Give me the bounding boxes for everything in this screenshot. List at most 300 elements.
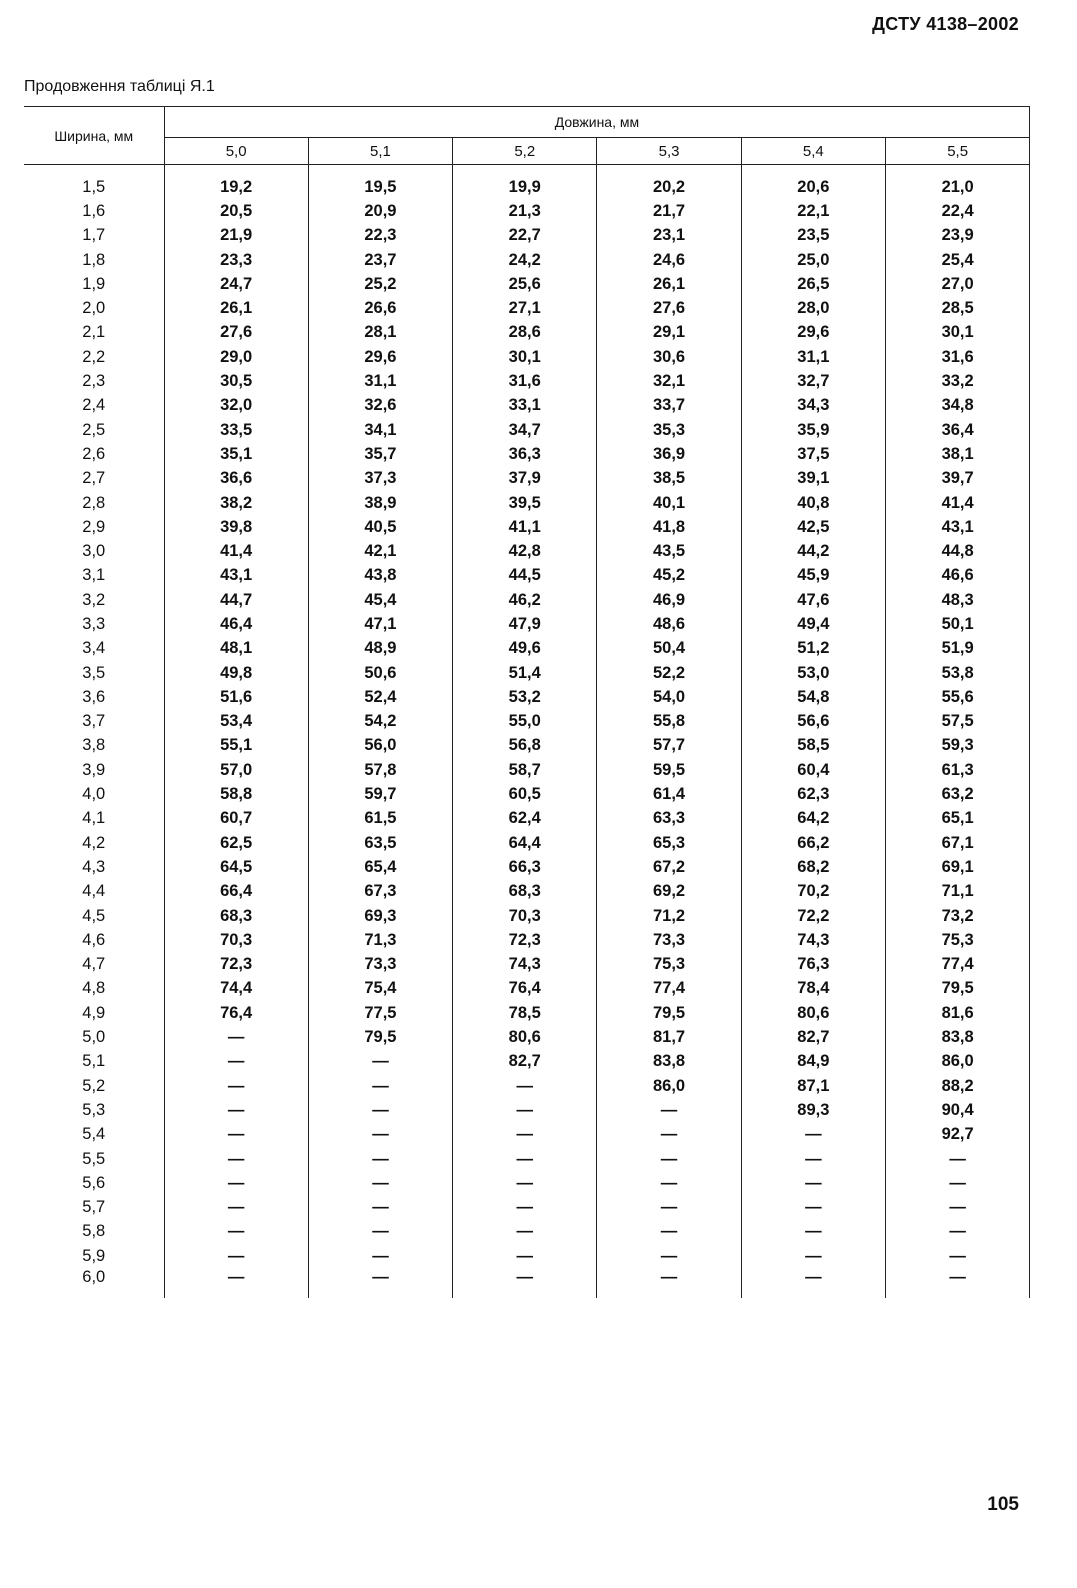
table-cell: — bbox=[741, 1171, 885, 1195]
table-cell: — bbox=[741, 1268, 885, 1298]
table-cell: 44,8 bbox=[885, 539, 1029, 563]
table-cell: 54,8 bbox=[741, 685, 885, 709]
table-row bbox=[24, 1074, 1030, 1098]
table-cell: 62,3 bbox=[741, 782, 885, 806]
table-cell: 60,7 bbox=[164, 807, 308, 831]
table-row bbox=[24, 369, 1030, 393]
table-cell: 53,4 bbox=[164, 710, 308, 734]
table-row bbox=[24, 661, 1030, 685]
table-cell: 36,4 bbox=[885, 418, 1029, 442]
table-cell: 73,3 bbox=[308, 953, 452, 977]
table-cell: 51,4 bbox=[453, 661, 597, 685]
table-cell: 80,6 bbox=[453, 1025, 597, 1049]
table-cell: — bbox=[453, 1195, 597, 1219]
table-cell: 28,6 bbox=[453, 321, 597, 345]
table-cell: 21,3 bbox=[453, 199, 597, 223]
table-cell: 29,6 bbox=[308, 345, 452, 369]
table-cell: 38,5 bbox=[597, 467, 741, 491]
table-caption: Продовження таблиці Я.1 bbox=[24, 78, 215, 95]
table-cell: 56,6 bbox=[741, 710, 885, 734]
table-cell: 57,8 bbox=[308, 758, 452, 782]
table-row bbox=[24, 515, 1030, 539]
table-cell: 38,9 bbox=[308, 491, 452, 515]
table-cell: 75,4 bbox=[308, 977, 452, 1001]
table-cell: 39,5 bbox=[453, 491, 597, 515]
table-cell: 55,0 bbox=[453, 710, 597, 734]
width-value: 2,8 bbox=[24, 491, 164, 515]
table-cell: 33,1 bbox=[453, 394, 597, 418]
table-cell: 41,8 bbox=[597, 515, 741, 539]
table-cell: 73,2 bbox=[885, 904, 1029, 928]
table-row bbox=[24, 1123, 1030, 1147]
width-value: 3,9 bbox=[24, 758, 164, 782]
table-cell: 74,4 bbox=[164, 977, 308, 1001]
table-cell: 52,4 bbox=[308, 685, 452, 709]
table-cell: 54,0 bbox=[597, 685, 741, 709]
table-cell: — bbox=[597, 1123, 741, 1147]
table-cell: — bbox=[164, 1195, 308, 1219]
table-cell: 34,1 bbox=[308, 418, 452, 442]
table-cell: 68,3 bbox=[164, 904, 308, 928]
table-cell: 44,2 bbox=[741, 539, 885, 563]
length-column-header: 5,0 bbox=[164, 138, 308, 165]
table-cell: 42,5 bbox=[741, 515, 885, 539]
table-cell: 25,0 bbox=[741, 248, 885, 272]
table-row bbox=[24, 165, 1030, 200]
table-cell: 42,8 bbox=[453, 539, 597, 563]
table-cell: 39,7 bbox=[885, 467, 1029, 491]
table-cell: 72,3 bbox=[453, 928, 597, 952]
length-column-header: 5,5 bbox=[885, 138, 1029, 165]
table-cell: 36,6 bbox=[164, 467, 308, 491]
table-cell: — bbox=[885, 1147, 1029, 1171]
table-cell: 22,4 bbox=[885, 199, 1029, 223]
table-row bbox=[24, 928, 1030, 952]
width-value: 3,3 bbox=[24, 612, 164, 636]
table-row bbox=[24, 612, 1030, 636]
table-cell: 26,6 bbox=[308, 296, 452, 320]
table-cell: 71,2 bbox=[597, 904, 741, 928]
table-cell: 79,5 bbox=[885, 977, 1029, 1001]
table-cell: 49,6 bbox=[453, 637, 597, 661]
width-value: 1,9 bbox=[24, 272, 164, 296]
table-row bbox=[24, 394, 1030, 418]
table-cell: — bbox=[597, 1098, 741, 1122]
table-cell: 55,6 bbox=[885, 685, 1029, 709]
table-cell: 21,9 bbox=[164, 224, 308, 248]
table-cell: — bbox=[308, 1171, 452, 1195]
table-cell: 46,9 bbox=[597, 588, 741, 612]
table-row bbox=[24, 1244, 1030, 1268]
table-cell: 35,1 bbox=[164, 442, 308, 466]
table-cell: 24,7 bbox=[164, 272, 308, 296]
table-row bbox=[24, 1147, 1030, 1171]
table-cell: 27,1 bbox=[453, 296, 597, 320]
width-value: 1,5 bbox=[24, 165, 164, 200]
table-cell: 51,9 bbox=[885, 637, 1029, 661]
table-cell: 83,8 bbox=[597, 1050, 741, 1074]
length-columns-row bbox=[24, 138, 1030, 165]
table-cell: — bbox=[885, 1220, 1029, 1244]
table-cell: 68,2 bbox=[741, 855, 885, 879]
table-cell: — bbox=[597, 1147, 741, 1171]
table-cell: 31,6 bbox=[453, 369, 597, 393]
table-row bbox=[24, 1001, 1030, 1025]
table-row bbox=[24, 1171, 1030, 1195]
table-row bbox=[24, 880, 1030, 904]
table-cell: — bbox=[164, 1098, 308, 1122]
table-cell: 38,1 bbox=[885, 442, 1029, 466]
table-cell: 40,1 bbox=[597, 491, 741, 515]
table-cell: 76,4 bbox=[164, 1001, 308, 1025]
table-cell: — bbox=[741, 1147, 885, 1171]
table-row bbox=[24, 539, 1030, 563]
table-cell: 20,9 bbox=[308, 199, 452, 223]
table-cell: 38,2 bbox=[164, 491, 308, 515]
table-cell: 33,5 bbox=[164, 418, 308, 442]
table-cell: 48,1 bbox=[164, 637, 308, 661]
table-cell: 31,6 bbox=[885, 345, 1029, 369]
table-cell: 43,1 bbox=[164, 564, 308, 588]
table-cell: 53,2 bbox=[453, 685, 597, 709]
table-cell: 67,3 bbox=[308, 880, 452, 904]
table-cell: 34,3 bbox=[741, 394, 885, 418]
table-cell: 75,3 bbox=[597, 953, 741, 977]
width-value: 5,8 bbox=[24, 1220, 164, 1244]
table-cell: 70,2 bbox=[741, 880, 885, 904]
table-cell: 65,4 bbox=[308, 855, 452, 879]
table-cell: 69,3 bbox=[308, 904, 452, 928]
table-cell: 20,6 bbox=[741, 165, 885, 200]
table-cell: 53,0 bbox=[741, 661, 885, 685]
table-cell: 28,5 bbox=[885, 296, 1029, 320]
width-value: 5,4 bbox=[24, 1123, 164, 1147]
table-cell: 60,4 bbox=[741, 758, 885, 782]
table-cell: 41,4 bbox=[885, 491, 1029, 515]
table-cell: 37,3 bbox=[308, 467, 452, 491]
table-cell: — bbox=[453, 1123, 597, 1147]
table-cell: 47,6 bbox=[741, 588, 885, 612]
table-row bbox=[24, 1025, 1030, 1049]
table-row bbox=[24, 831, 1030, 855]
table-cell: — bbox=[453, 1098, 597, 1122]
table-cell: 58,7 bbox=[453, 758, 597, 782]
table-cell: — bbox=[164, 1244, 308, 1268]
table-cell: 48,6 bbox=[597, 612, 741, 636]
table-cell: — bbox=[741, 1123, 885, 1147]
width-value: 4,0 bbox=[24, 782, 164, 806]
table-cell: 32,1 bbox=[597, 369, 741, 393]
table-cell: 29,6 bbox=[741, 321, 885, 345]
table-cell: 67,1 bbox=[885, 831, 1029, 855]
table-cell: 41,1 bbox=[453, 515, 597, 539]
table-cell: 34,7 bbox=[453, 418, 597, 442]
table-cell: 64,4 bbox=[453, 831, 597, 855]
table-cell: 57,5 bbox=[885, 710, 1029, 734]
table-cell: — bbox=[308, 1220, 452, 1244]
width-value: 4,7 bbox=[24, 953, 164, 977]
table-cell: 78,5 bbox=[453, 1001, 597, 1025]
table-cell: — bbox=[453, 1268, 597, 1298]
table-cell: 50,1 bbox=[885, 612, 1029, 636]
table-cell: 72,3 bbox=[164, 953, 308, 977]
width-value: 6,0 bbox=[24, 1268, 164, 1298]
table-cell: 44,7 bbox=[164, 588, 308, 612]
conversion-table bbox=[24, 106, 1030, 1298]
width-value: 5,6 bbox=[24, 1171, 164, 1195]
length-column-header: 5,4 bbox=[741, 138, 885, 165]
table-row bbox=[24, 588, 1030, 612]
table-cell: 42,1 bbox=[308, 539, 452, 563]
table-row bbox=[24, 685, 1030, 709]
width-value: 5,9 bbox=[24, 1244, 164, 1268]
table-row bbox=[24, 637, 1030, 661]
table-cell: — bbox=[164, 1268, 308, 1298]
table-row bbox=[24, 1268, 1030, 1298]
table-cell: — bbox=[164, 1025, 308, 1049]
table-cell: 46,6 bbox=[885, 564, 1029, 588]
length-column-header: 5,2 bbox=[453, 138, 597, 165]
table-header bbox=[24, 107, 1030, 165]
table-cell: 35,9 bbox=[741, 418, 885, 442]
table-cell: — bbox=[164, 1123, 308, 1147]
table-cell: 23,5 bbox=[741, 224, 885, 248]
width-value: 3,1 bbox=[24, 564, 164, 588]
table-cell: 66,4 bbox=[164, 880, 308, 904]
table-cell: — bbox=[308, 1195, 452, 1219]
table-cell: 63,5 bbox=[308, 831, 452, 855]
table-cell: 39,8 bbox=[164, 515, 308, 539]
table-cell: 50,4 bbox=[597, 637, 741, 661]
table-cell: 89,3 bbox=[741, 1098, 885, 1122]
table-cell: 49,4 bbox=[741, 612, 885, 636]
table-row bbox=[24, 491, 1030, 515]
table-cell: 35,7 bbox=[308, 442, 452, 466]
table-cell: 19,2 bbox=[164, 165, 308, 200]
table-cell: 30,1 bbox=[453, 345, 597, 369]
table-cell: 40,5 bbox=[308, 515, 452, 539]
width-value: 4,6 bbox=[24, 928, 164, 952]
table-cell: 62,4 bbox=[453, 807, 597, 831]
width-value: 2,9 bbox=[24, 515, 164, 539]
width-value: 3,4 bbox=[24, 637, 164, 661]
table-cell: — bbox=[164, 1074, 308, 1098]
table-cell: 30,1 bbox=[885, 321, 1029, 345]
table-cell: 86,0 bbox=[597, 1074, 741, 1098]
table-cell: 58,5 bbox=[741, 734, 885, 758]
table-cell: 71,1 bbox=[885, 880, 1029, 904]
table-cell: 26,1 bbox=[164, 296, 308, 320]
table-row bbox=[24, 248, 1030, 272]
table-body bbox=[24, 165, 1030, 1299]
table-cell: 82,7 bbox=[453, 1050, 597, 1074]
table-row bbox=[24, 272, 1030, 296]
table-cell: 82,7 bbox=[741, 1025, 885, 1049]
table-cell: 27,6 bbox=[164, 321, 308, 345]
table-row bbox=[24, 1220, 1030, 1244]
table-cell: 37,5 bbox=[741, 442, 885, 466]
table-cell: 70,3 bbox=[164, 928, 308, 952]
table-cell: 50,6 bbox=[308, 661, 452, 685]
table-cell: 31,1 bbox=[741, 345, 885, 369]
table-cell: 33,7 bbox=[597, 394, 741, 418]
table-cell: 88,2 bbox=[885, 1074, 1029, 1098]
table-cell: 86,0 bbox=[885, 1050, 1029, 1074]
table-cell: 37,9 bbox=[453, 467, 597, 491]
table-row bbox=[24, 345, 1030, 369]
table-row bbox=[24, 564, 1030, 588]
table-row bbox=[24, 904, 1030, 928]
table-cell: 71,3 bbox=[308, 928, 452, 952]
table-cell: 43,5 bbox=[597, 539, 741, 563]
table-cell: 19,9 bbox=[453, 165, 597, 200]
table-cell: 78,4 bbox=[741, 977, 885, 1001]
table-cell: 54,2 bbox=[308, 710, 452, 734]
table-cell: 36,3 bbox=[453, 442, 597, 466]
table-cell: 32,6 bbox=[308, 394, 452, 418]
table-cell: 66,3 bbox=[453, 855, 597, 879]
table-cell: 28,1 bbox=[308, 321, 452, 345]
table-cell: 61,4 bbox=[597, 782, 741, 806]
width-value: 4,2 bbox=[24, 831, 164, 855]
table-cell: 55,1 bbox=[164, 734, 308, 758]
table-cell: — bbox=[885, 1244, 1029, 1268]
table-cell: 59,7 bbox=[308, 782, 452, 806]
table-cell: — bbox=[308, 1098, 452, 1122]
width-value: 2,3 bbox=[24, 369, 164, 393]
table-cell: — bbox=[597, 1195, 741, 1219]
table-cell: 73,3 bbox=[597, 928, 741, 952]
table-cell: — bbox=[453, 1147, 597, 1171]
table-row bbox=[24, 442, 1030, 466]
table-row bbox=[24, 734, 1030, 758]
width-value: 2,7 bbox=[24, 467, 164, 491]
table-cell: — bbox=[453, 1244, 597, 1268]
table-row bbox=[24, 321, 1030, 345]
table-cell: 92,7 bbox=[885, 1123, 1029, 1147]
table-cell: 25,6 bbox=[453, 272, 597, 296]
table-cell: 60,5 bbox=[453, 782, 597, 806]
width-value: 5,1 bbox=[24, 1050, 164, 1074]
table-cell: 49,8 bbox=[164, 661, 308, 685]
width-value: 5,3 bbox=[24, 1098, 164, 1122]
table-cell: 48,3 bbox=[885, 588, 1029, 612]
table-cell: — bbox=[308, 1268, 452, 1298]
table-cell: 69,2 bbox=[597, 880, 741, 904]
table-cell: 56,0 bbox=[308, 734, 452, 758]
table-cell: 65,1 bbox=[885, 807, 1029, 831]
table-row bbox=[24, 224, 1030, 248]
table-cell: 19,5 bbox=[308, 165, 452, 200]
table-cell: 25,2 bbox=[308, 272, 452, 296]
table-cell: 30,6 bbox=[597, 345, 741, 369]
table-cell: 79,5 bbox=[308, 1025, 452, 1049]
table-row bbox=[24, 1050, 1030, 1074]
table-cell: 53,8 bbox=[885, 661, 1029, 685]
width-value: 1,7 bbox=[24, 224, 164, 248]
table-cell: 29,1 bbox=[597, 321, 741, 345]
table-cell: 61,3 bbox=[885, 758, 1029, 782]
width-value: 1,8 bbox=[24, 248, 164, 272]
table-row bbox=[24, 953, 1030, 977]
table-cell: 20,2 bbox=[597, 165, 741, 200]
table-cell: 22,1 bbox=[741, 199, 885, 223]
table-cell: 68,3 bbox=[453, 880, 597, 904]
table-cell: 30,5 bbox=[164, 369, 308, 393]
table-cell: 56,8 bbox=[453, 734, 597, 758]
table-cell: 27,6 bbox=[597, 296, 741, 320]
table-cell: 23,9 bbox=[885, 224, 1029, 248]
table-cell: — bbox=[885, 1195, 1029, 1219]
width-value: 2,4 bbox=[24, 394, 164, 418]
table-row bbox=[24, 296, 1030, 320]
table-cell: 72,2 bbox=[741, 904, 885, 928]
table-cell: 32,7 bbox=[741, 369, 885, 393]
width-value: 2,6 bbox=[24, 442, 164, 466]
table-cell: 67,2 bbox=[597, 855, 741, 879]
table-cell: — bbox=[885, 1268, 1029, 1298]
table-cell: — bbox=[164, 1147, 308, 1171]
table-cell: 29,0 bbox=[164, 345, 308, 369]
table-cell: 24,6 bbox=[597, 248, 741, 272]
table-cell: 40,8 bbox=[741, 491, 885, 515]
table-cell: 90,4 bbox=[885, 1098, 1029, 1122]
table-cell: — bbox=[308, 1050, 452, 1074]
table-cell: 45,4 bbox=[308, 588, 452, 612]
table-cell: 64,5 bbox=[164, 855, 308, 879]
table-cell: 63,3 bbox=[597, 807, 741, 831]
table-cell: — bbox=[741, 1195, 885, 1219]
table-cell: 62,5 bbox=[164, 831, 308, 855]
table-cell: — bbox=[308, 1244, 452, 1268]
table-row bbox=[24, 467, 1030, 491]
width-value: 4,4 bbox=[24, 880, 164, 904]
table-cell: 34,8 bbox=[885, 394, 1029, 418]
table-cell: 65,3 bbox=[597, 831, 741, 855]
width-value: 3,5 bbox=[24, 661, 164, 685]
table-cell: — bbox=[453, 1074, 597, 1098]
width-value: 2,5 bbox=[24, 418, 164, 442]
length-column-header: 5,1 bbox=[308, 138, 452, 165]
table-cell: — bbox=[308, 1147, 452, 1171]
table-cell: — bbox=[885, 1171, 1029, 1195]
table-cell: — bbox=[308, 1123, 452, 1147]
table-cell: 77,5 bbox=[308, 1001, 452, 1025]
table-cell: 63,2 bbox=[885, 782, 1029, 806]
table-cell: 25,4 bbox=[885, 248, 1029, 272]
table-cell: 79,5 bbox=[597, 1001, 741, 1025]
table-cell: 21,0 bbox=[885, 165, 1029, 200]
width-value: 4,9 bbox=[24, 1001, 164, 1025]
table-row bbox=[24, 1098, 1030, 1122]
table-cell: 32,0 bbox=[164, 394, 308, 418]
table-cell: 84,9 bbox=[741, 1050, 885, 1074]
table-cell: 57,0 bbox=[164, 758, 308, 782]
table-cell: — bbox=[597, 1171, 741, 1195]
table-cell: 61,5 bbox=[308, 807, 452, 831]
table-cell: 27,0 bbox=[885, 272, 1029, 296]
length-group-header: Довжина, мм bbox=[164, 107, 1030, 138]
table-cell: 59,5 bbox=[597, 758, 741, 782]
table-cell: 26,1 bbox=[597, 272, 741, 296]
table-cell: 58,8 bbox=[164, 782, 308, 806]
table-cell: 55,8 bbox=[597, 710, 741, 734]
table-cell: 39,1 bbox=[741, 467, 885, 491]
table-cell: 43,8 bbox=[308, 564, 452, 588]
table-cell: 57,7 bbox=[597, 734, 741, 758]
table-cell: 23,1 bbox=[597, 224, 741, 248]
table-cell: 46,4 bbox=[164, 612, 308, 636]
